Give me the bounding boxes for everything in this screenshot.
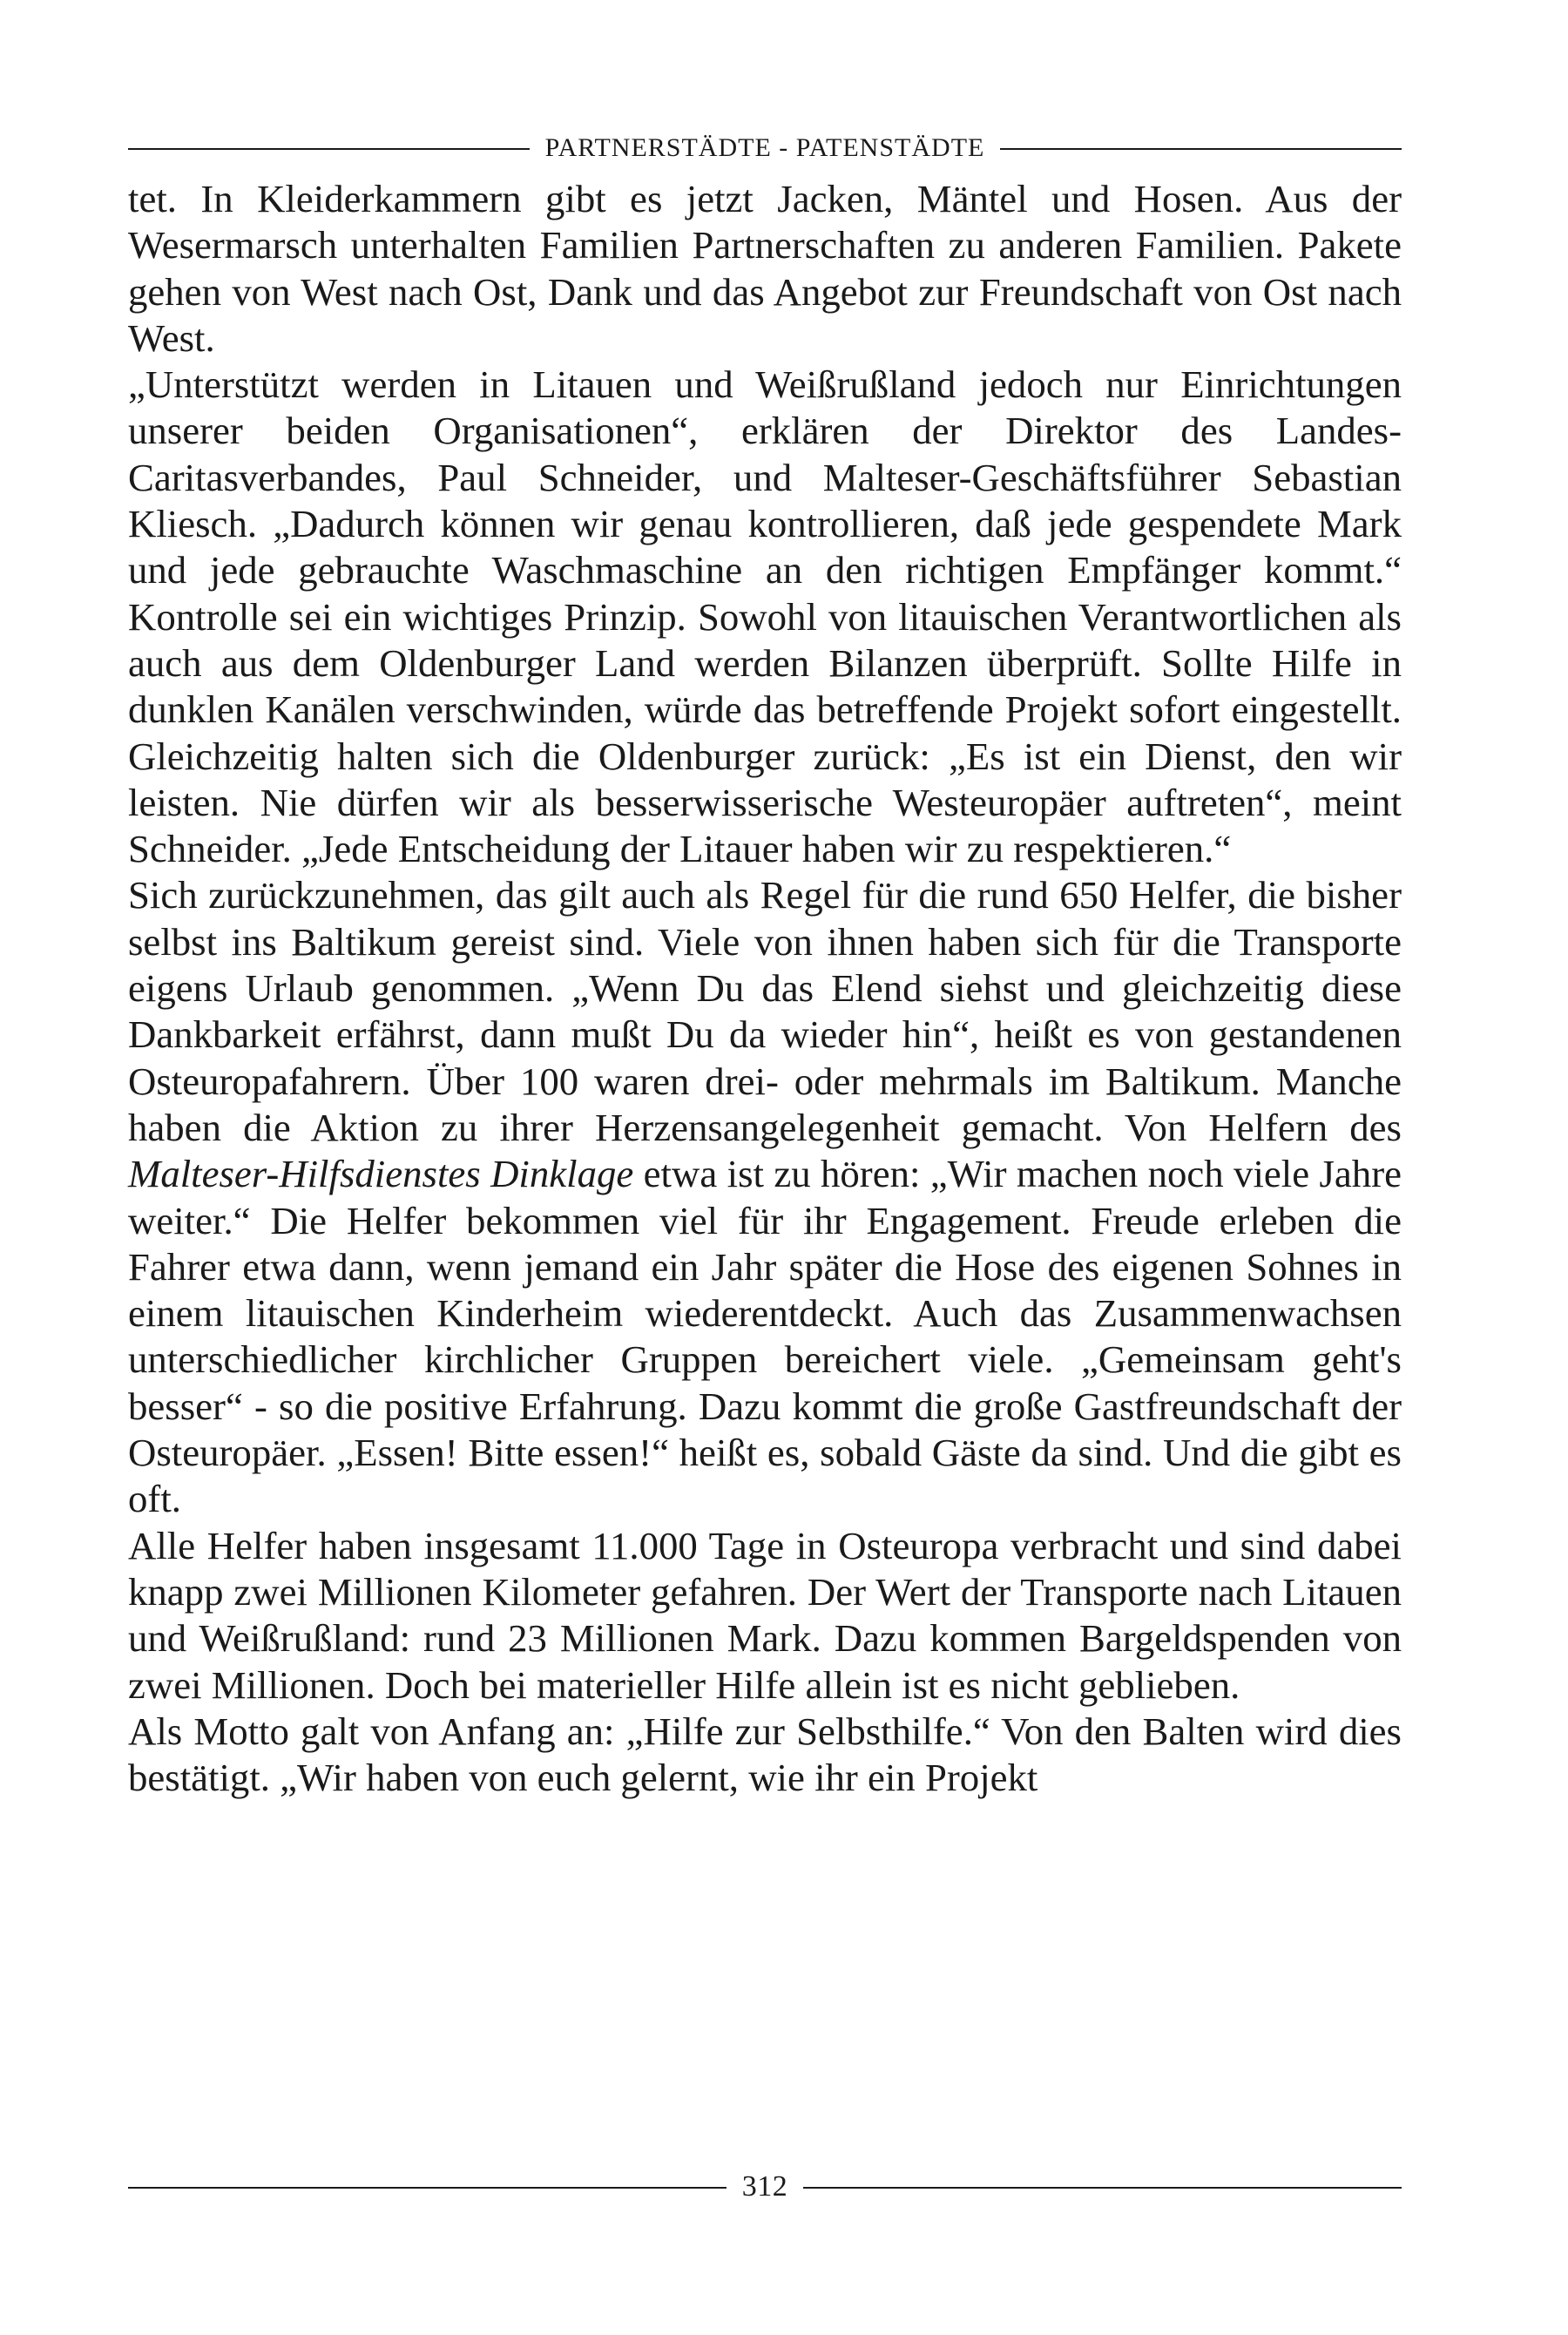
paragraph-4: Alle Helfer haben insgesamt 11.000 Tage in Osteuropa verbracht und sind dabei knapp zwei Millionen Kilometer gefahren. Der Wert der Transporte nach Litauen und Weißrußland: rund 23 Millionen Mark. Dazu kommen Bargeldspenden von zwei Millionen. Doch bei materieller Hilfe allein ist es nicht geblieben. [128, 1523, 1402, 1707]
paragraph-3 [128, 872, 1402, 1522]
paragraph-3-part-1: Sich zurückzunehmen, das gilt auch als Regel für die rund 650 Helfer, die bisher selbst ins Baltikum gereist sind. Viele von ihnen haben sich für die Transporte eigens Urlaub genommen. „Wenn Du das Elend siehst und gleichzeitig diese Dankbarkeit erfährst, dann mußt Du da wieder hin“, heißt es von gestandenen Osteuropafahrern. Über 100 waren drei- oder mehrmals im Baltikum. Manche haben die Aktion zu ihrer Herzensangelegenheit gemacht. Von Helfern des [128, 873, 1402, 1149]
paragraph-1: tet. In Kleiderkammern gibt es jetzt Jacken, Mäntel und Hosen. Aus der Wesermarsch unterhalten Familien Partnerschaften zu anderen Familien. Pakete gehen von West nach Ost, Dank und das Angebot zur Freundschaft von Ost nach West. [128, 177, 1402, 360]
paragraph-5: Als Motto galt von Anfang an: „Hilfe zur Selbsthilfe.“ Von den Balten wird dies bestätigt. „Wir haben von euch gelernt, wie ihr ein Projekt [128, 1709, 1402, 1800]
body-text [128, 176, 1402, 1801]
book-page [128, 131, 1402, 2204]
running-header [128, 131, 1402, 166]
organization-name: Malteser-Hilfsdienstes Dinklage [128, 1152, 634, 1196]
paragraph-2: „Unterstützt werden in Litauen und Weißrußland jedoch nur Einrichtungen unserer beiden Organisationen“, erklären der Direktor des Landes-Caritasverbandes, Paul Schneider, und Malteser-Geschäftsführer Sebastian Kliesch. „Dadurch können wir genau kontrollieren, daß jede gespendete Mark und jede gebrauchte Waschmaschine an den richtigen Empfänger kommt.“ Kontrolle sei ein wichtiges Prinzip. Sowohl von litauischen Verantwortlichen als auch aus dem Oldenburger Land werden Bilanzen überprüft. Sollte Hilfe in dunklen Kanälen verschwinden, würde das betreffende Projekt sofort eingestellt. Gleichzeitig halten sich die Oldenburger zurück: „Es ist ein Dienst, den wir leisten. Nie dürfen wir als besserwisserische Westeuropäer auftreten“, meint Schneider. „Jede Entscheidung der Litauer haben wir zu respektieren.“ [128, 362, 1402, 871]
running-title: PARTNERSTÄDTE - PATENSTÄDTE [530, 131, 1001, 166]
page-footer [128, 2169, 1402, 2204]
page-number: 312 [727, 2169, 804, 2204]
paragraph-3-part-2: etwa ist zu hören: „Wir machen noch viele Jahre weiter.“ Die Helfer bekommen viel für ihr Engagement. Freude erleben die Fahrer etwa dann, wenn jemand ein Jahr später die Hose des eigenen Sohnes in einem litauischen Kinderheim wiederentdeckt. Auch das Zusammenwachsen unterschiedlicher kirchlicher Gruppen bereichert viele. „Gemeinsam geht's besser“ - so die positive Erfahrung. Dazu kommt die große Gastfreundschaft der Osteuropäer. „Essen! Bitte essen!“ heißt es, sobald Gäste da sind. Und die gibt es oft. [128, 1152, 1402, 1521]
